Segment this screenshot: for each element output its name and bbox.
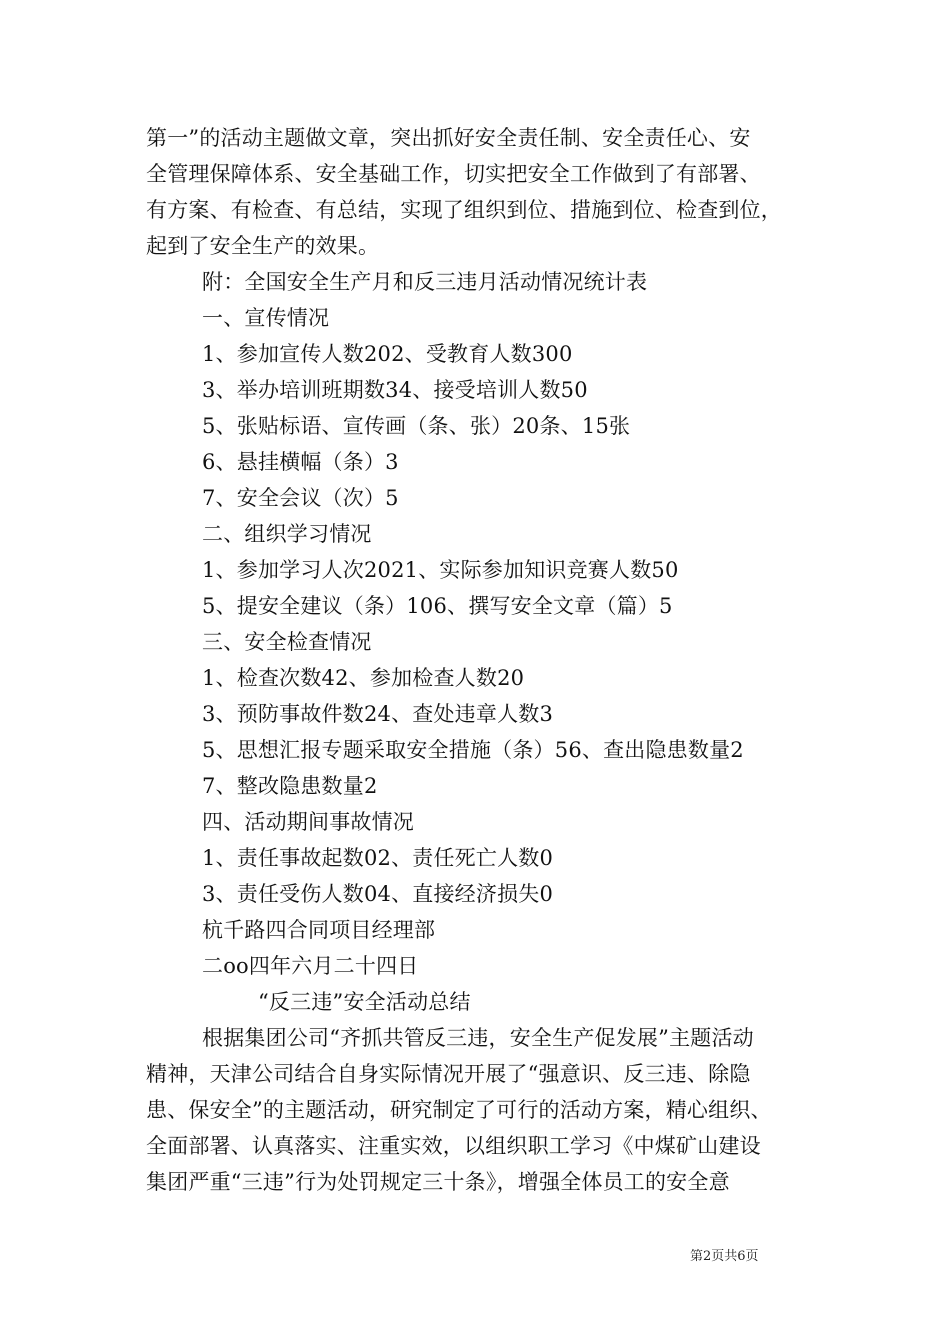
section-heading: 二、组织学习情况 [202, 522, 372, 546]
section-heading: 四、活动期间事故情况 [202, 810, 414, 834]
document-body [146, 120, 826, 1200]
section-heading: 三、安全检查情况 [202, 630, 372, 654]
stat-item: 5、张贴标语、宣传画（条、张）20条、15张 [202, 414, 631, 438]
paragraph-1-line: 有方案、有检查、有总结，实现了组织到位、措施到位、检查到位， [146, 198, 782, 222]
stat-item: 1、参加学习人次2021、实际参加知识竞赛人数50 [202, 558, 679, 582]
stat-item: 7、安全会议（次）5 [202, 486, 399, 510]
paragraph-1-line: 第一”的活动主题做文章，突出抓好安全责任制、安全责任心、安 [146, 126, 751, 150]
stat-item: 5、提安全建议（条）106、撰写安全文章（篇）5 [202, 594, 673, 618]
signature-date: 二oo四年六月二十四日 [202, 954, 419, 978]
stat-item: 3、举办培训班期数34、接受培训人数50 [202, 378, 588, 402]
paragraph-2-line: 精神，天津公司结合自身实际情况开展了“强意识、反三违、除隐 [146, 1062, 751, 1086]
stat-item: 3、预防事故件数24、查处违章人数3 [202, 702, 554, 726]
paragraph-2-line: 根据集团公司“齐抓共管反三违，安全生产促发展”主题活动 [202, 1026, 754, 1050]
paragraph-2-line: 集团严重“三违”行为处罚规定三十条》，增强全体员工的安全意 [146, 1170, 730, 1194]
stat-item: 3、责任受伤人数04、直接经济损失0 [202, 882, 554, 906]
stat-item: 1、检查次数42、参加检查人数20 [202, 666, 525, 690]
stat-item: 1、参加宣传人数202、受教育人数300 [202, 342, 573, 366]
page-number: 第2页共6页 [690, 1249, 759, 1264]
paragraph-1-line: 起到了安全生产的效果。 [146, 234, 380, 258]
stat-item: 6、悬挂横幅（条）3 [202, 450, 399, 474]
appendix-title: 附：全国安全生产月和反三违月活动情况统计表 [202, 270, 648, 294]
stat-item: 5、思想汇报专题采取安全措施（条）56、查出隐患数量2 [202, 738, 744, 762]
stat-item: 1、责任事故起数02、责任死亡人数0 [202, 846, 554, 870]
section-title: “反三违”安全活动总结 [258, 990, 471, 1014]
section-heading: 一、宣传情况 [202, 306, 330, 330]
paragraph-1-line: 全管理保障体系、安全基础工作，切实把安全工作做到了有部署、 [146, 162, 761, 186]
signature-org: 杭千路四合同项目经理部 [202, 918, 436, 942]
paragraph-2-line: 全面部署、认真落实、注重实效，以组织职工学习《中煤矿山建设 [146, 1134, 761, 1158]
paragraph-2-line: 患、保安全”的主题活动，研究制定了可行的活动方案，精心组织、 [146, 1098, 772, 1122]
stat-item: 7、整改隐患数量2 [202, 774, 378, 798]
